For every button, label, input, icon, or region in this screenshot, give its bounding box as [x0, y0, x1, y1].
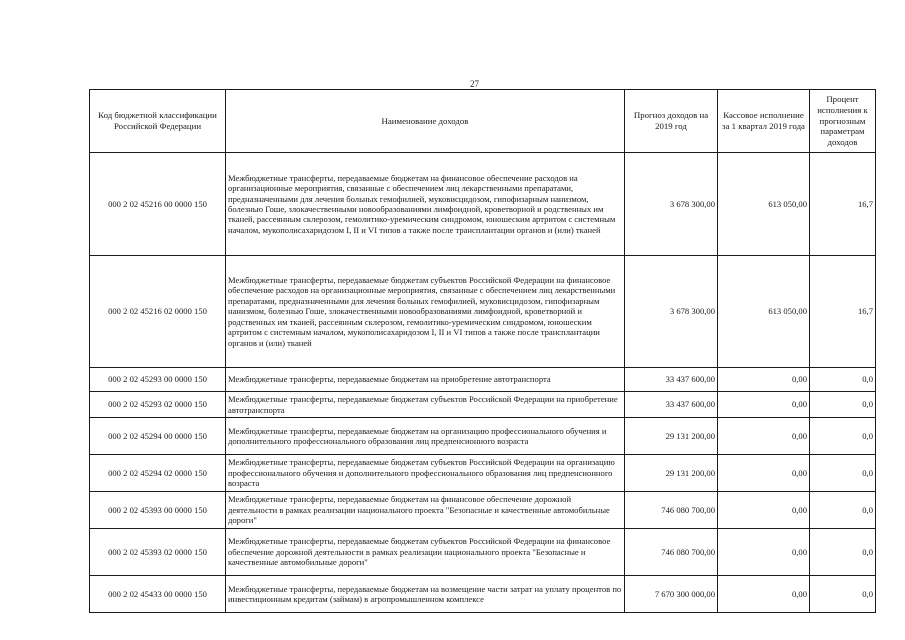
row-forecast: 746 080 700,00 — [625, 529, 718, 576]
header-code: Код бюджетной классификации Российской Федерации — [90, 90, 226, 153]
row-code: 000 2 02 45393 00 0000 150 — [90, 492, 226, 529]
row-percent: 0,0 — [810, 529, 876, 576]
table-row — [90, 529, 876, 576]
row-forecast: 3 678 300,00 — [625, 256, 718, 368]
row-execution: 613 050,00 — [718, 153, 810, 256]
table-row — [90, 455, 876, 492]
row-execution: 0,00 — [718, 418, 810, 455]
header-forecast: Прогноз доходов на 2019 год — [625, 90, 718, 153]
row-forecast: 33 437 600,00 — [625, 392, 718, 418]
row-execution: 0,00 — [718, 529, 810, 576]
row-name: Межбюджетные трансферты, передаваемые бюджетам субъектов Российской Федерации на приобретение автотранспорта — [226, 392, 625, 418]
row-name: Межбюджетные трансферты, передаваемые бюджетам на финансовое обеспечение дорожной деятельности в рамках реализации национального проекта "Безопасные и качественные автомобильные дороги" — [226, 492, 625, 529]
row-code: 000 2 02 45216 00 0000 150 — [90, 153, 226, 256]
row-name: Межбюджетные трансферты, передаваемые бюджетам на организацию профессионального обучения и дополнительного профессионального образования лиц предпенсионного возраста — [226, 418, 625, 455]
row-execution: 0,00 — [718, 576, 810, 613]
row-execution: 613 050,00 — [718, 256, 810, 368]
table-row — [90, 492, 876, 529]
row-name: Межбюджетные трансферты, передаваемые бюджетам на возмещение части затрат на уплату процентов по инвестиционным кредитам (займам) в агропромышленном комплексе — [226, 576, 625, 613]
row-percent: 0,0 — [810, 418, 876, 455]
header-execution: Кассовое исполнение за 1 квартал 2019 года — [718, 90, 810, 153]
revenue-table — [89, 89, 876, 613]
table-row — [90, 576, 876, 613]
header-name: Наименование доходов — [226, 90, 625, 153]
row-code: 000 2 02 45216 02 0000 150 — [90, 256, 226, 368]
row-code: 000 2 02 45393 02 0000 150 — [90, 529, 226, 576]
table-row — [90, 392, 876, 418]
row-forecast: 33 437 600,00 — [625, 368, 718, 392]
row-percent: 0,0 — [810, 392, 876, 418]
row-percent: 0,0 — [810, 455, 876, 492]
row-name: Межбюджетные трансферты, передаваемые бюджетам на финансовое обеспечение расходов на организационные мероприятия, связанные с обеспечением лиц лекарственными препаратами, предназначенными для лечения больных гемофилией, муковисцидозом, гипофизарным нанизмом, болезнью Гоше, злокачественными новообразованиями лимфоидной, кроветворной и родственных им тканей, рассеянным склерозом, гемолитико-уремическим синдромом, юношеским артритом с системным началом, мукополисахаридозом I, II и VI типов а также после трансплантации органов и (или) тканей — [226, 153, 625, 256]
table-row — [90, 256, 876, 368]
row-name: Межбюджетные трансферты, передаваемые бюджетам субъектов Российской Федерации на финансовое обеспечение расходов на организационные мероприятия, связанные с обеспечением лиц лекарственными препаратами, предназначенными для лечения больных гемофилией, муковисцидозом, гипофизарным нанизмом, болезнью Гоше, злокачественными новообразованиями лимфоидной, кроветворной и родственных им тканей, рассеянным склерозом, гемолитико-уремическим синдромом, юношеским артритом с системным началом, мукополисахаридозом I, II и VI типов а также после трансплантации органов и (или) тканей — [226, 256, 625, 368]
table-body — [90, 153, 876, 613]
row-percent: 0,0 — [810, 492, 876, 529]
table-row — [90, 368, 876, 392]
row-percent: 0,0 — [810, 576, 876, 613]
row-execution: 0,00 — [718, 492, 810, 529]
row-forecast: 29 131 200,00 — [625, 418, 718, 455]
table-row — [90, 418, 876, 455]
row-name: Межбюджетные трансферты, передаваемые бюджетам субъектов Российской Федерации на финансовое обеспечение дорожной деятельности в рамках реализации национального проекта "Безопасные и качественные автомобильные дороги" — [226, 529, 625, 576]
row-percent: 16,7 — [810, 256, 876, 368]
row-forecast: 746 080 700,00 — [625, 492, 718, 529]
header-percent: Процент исполнения к прогнозным параметрам доходов — [810, 90, 876, 153]
row-forecast: 29 131 200,00 — [625, 455, 718, 492]
row-code: 000 2 02 45293 00 0000 150 — [90, 368, 226, 392]
row-name: Межбюджетные трансферты, передаваемые бюджетам субъектов Российской Федерации на организацию профессионального обучения и дополнительного профессионального образования лиц предпенсионного возраста — [226, 455, 625, 492]
row-execution: 0,00 — [718, 368, 810, 392]
row-execution: 0,00 — [718, 392, 810, 418]
page-number: 27 — [470, 79, 479, 89]
row-code: 000 2 02 45294 00 0000 150 — [90, 418, 226, 455]
table-row — [90, 153, 876, 256]
table-header — [90, 90, 876, 153]
row-execution: 0,00 — [718, 455, 810, 492]
row-code: 000 2 02 45433 00 0000 150 — [90, 576, 226, 613]
row-code: 000 2 02 45293 02 0000 150 — [90, 392, 226, 418]
row-percent: 0,0 — [810, 368, 876, 392]
header-row — [90, 90, 876, 153]
row-name: Межбюджетные трансферты, передаваемые бюджетам на приобретение автотранспорта — [226, 368, 625, 392]
row-forecast: 3 678 300,00 — [625, 153, 718, 256]
row-percent: 16,7 — [810, 153, 876, 256]
row-code: 000 2 02 45294 02 0000 150 — [90, 455, 226, 492]
row-forecast: 7 670 300 000,00 — [625, 576, 718, 613]
